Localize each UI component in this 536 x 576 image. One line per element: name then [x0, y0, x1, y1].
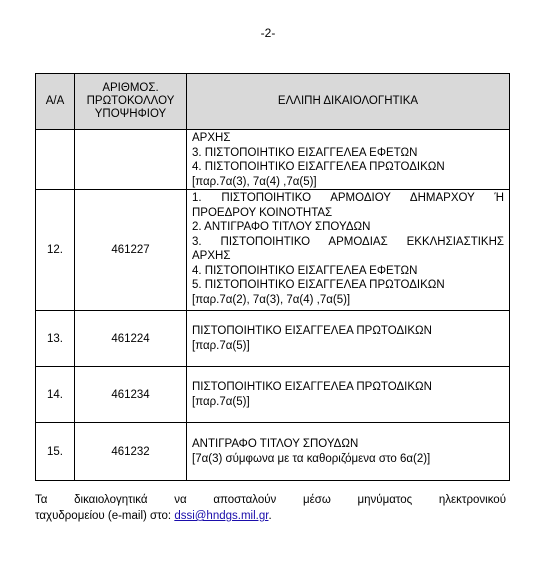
header-protocol-line: ΠΡΩΤΟΚΟΛΛΟΥ: [86, 95, 175, 107]
document-line: 3. ΠΙΣΤΟΠΟΙΗΤΙΚΟ ΑΡΜΟΔΙΑΣ ΕΚΚΛΗΣΙΑΣΤΙΚΗΣ: [192, 235, 504, 248]
page-number: -2-: [260, 26, 276, 40]
row-number: 13.: [36, 311, 75, 367]
document-line: 5. ΠΙΣΤΟΠΟΙΗΤΙΚΟ ΕΙΣΑΓΓΕΛΕΑ ΠΡΩΤΟΔΙΚΩΝ: [192, 279, 445, 291]
footer-email-prefix: ταχυδρομείου (e-mail) στο:: [35, 510, 175, 522]
header-protocol-line: ΑΡΙΘΜΟΣ.: [102, 82, 159, 94]
applicants-table: [35, 73, 510, 481]
header-protocol: [75, 74, 187, 130]
document-line: ΠΡΟΕΔΡΟΥ ΚΟΙΝΟΤΗΤΑΣ: [192, 206, 333, 219]
document-line: ΑΡΧΗΣ: [192, 250, 231, 262]
row-number: 15.: [36, 423, 75, 481]
table-row: [36, 190, 510, 311]
row-number: 14.: [36, 367, 75, 423]
document-line: [7α(3) σύμφωνα με τα καθοριζόμενα στο 6α(2)]: [192, 452, 431, 465]
document-line: [παρ.7α(5)]: [192, 395, 250, 408]
document-line: [παρ.7α(3), 7α(4) ,7α(5)]: [192, 175, 317, 188]
footer-line: Τα δικαιολογητικά να αποσταλούν μέσω μηνύματος ηλεκτρονικού: [35, 494, 506, 506]
document-line: ΠΙΣΤΟΠΟΙΗΤΙΚΟ ΕΙΣΑΓΓΕΛΕΑ ΠΡΩΤΟΔΙΚΩΝ: [192, 325, 432, 337]
footer-note: [35, 492, 506, 524]
row-protocol: [75, 130, 187, 190]
row-protocol: 461227: [75, 190, 187, 311]
table-row: [36, 130, 510, 190]
document-line: [παρ.7α(2), 7α(3), 7α(4) ,7α(5)]: [192, 293, 351, 306]
document-line: ΠΙΣΤΟΠΟΙΗΤΙΚΟ ΕΙΣΑΓΓΕΛΕΑ ΠΡΩΤΟΔΙΚΩΝ: [192, 381, 432, 393]
header-protocol-line: ΥΠΟΨΗΦΙΟΥ: [94, 108, 167, 120]
document-line: [παρ.7α(5)]: [192, 339, 250, 352]
header-aa: Α/Α: [36, 74, 75, 130]
email-link[interactable]: dssi@hndgs.mil.gr: [174, 510, 269, 522]
table-header-row: [36, 74, 510, 130]
header-missing-documents: ΕΛΛΙΠΗ ΔΙΚΑΙΟΛΟΓΗΤΙΚΑ: [187, 74, 510, 130]
document-line: 4. ΠΙΣΤΟΠΟΙΗΤΙΚΟ ΕΙΣΑΓΓΕΛΕΑ ΠΡΩΤΟΔΙΚΩΝ: [192, 161, 445, 173]
row-number: [36, 130, 75, 190]
table-row: [36, 423, 510, 481]
document-line: ΑΡΧΗΣ: [192, 132, 231, 144]
row-documents: [187, 311, 510, 367]
row-documents: [187, 367, 510, 423]
row-documents: [187, 130, 510, 190]
table-row: [36, 367, 510, 423]
row-protocol: 461232: [75, 423, 187, 481]
footer-email-suffix: .: [268, 510, 272, 522]
row-documents: [187, 423, 510, 481]
document-line: 1. ΠΙΣΤΟΠΟΙΗΤΙΚΟ ΑΡΜΟΔΙΟΥ ΔΗΜΑΡΧΟΥ Ή: [192, 192, 504, 204]
row-protocol: 461234: [75, 367, 187, 423]
document-line: 3. ΠΙΣΤΟΠΟΙΗΤΙΚΟ ΕΙΣΑΓΓΕΛΕΑ ΕΦΕΤΩΝ: [192, 146, 418, 159]
row-protocol: 461224: [75, 311, 187, 367]
row-documents: [187, 190, 510, 311]
footer-line: [35, 508, 506, 524]
table-row: [36, 311, 510, 367]
document-line: 4. ΠΙΣΤΟΠΟΙΗΤΙΚΟ ΕΙΣΑΓΓΕΛΕΑ ΕΦΕΤΩΝ: [192, 264, 418, 277]
document-line: ΑΝΤΙΓΡΑΦΟ ΤΙΤΛΟΥ ΣΠΟΥΔΩΝ: [192, 438, 359, 450]
document-line: 2. ΑΝΤΙΓΡΑΦΟ ΤΙΤΛΟΥ ΣΠΟΥΔΩΝ: [192, 221, 371, 233]
row-number: 12.: [36, 190, 75, 311]
